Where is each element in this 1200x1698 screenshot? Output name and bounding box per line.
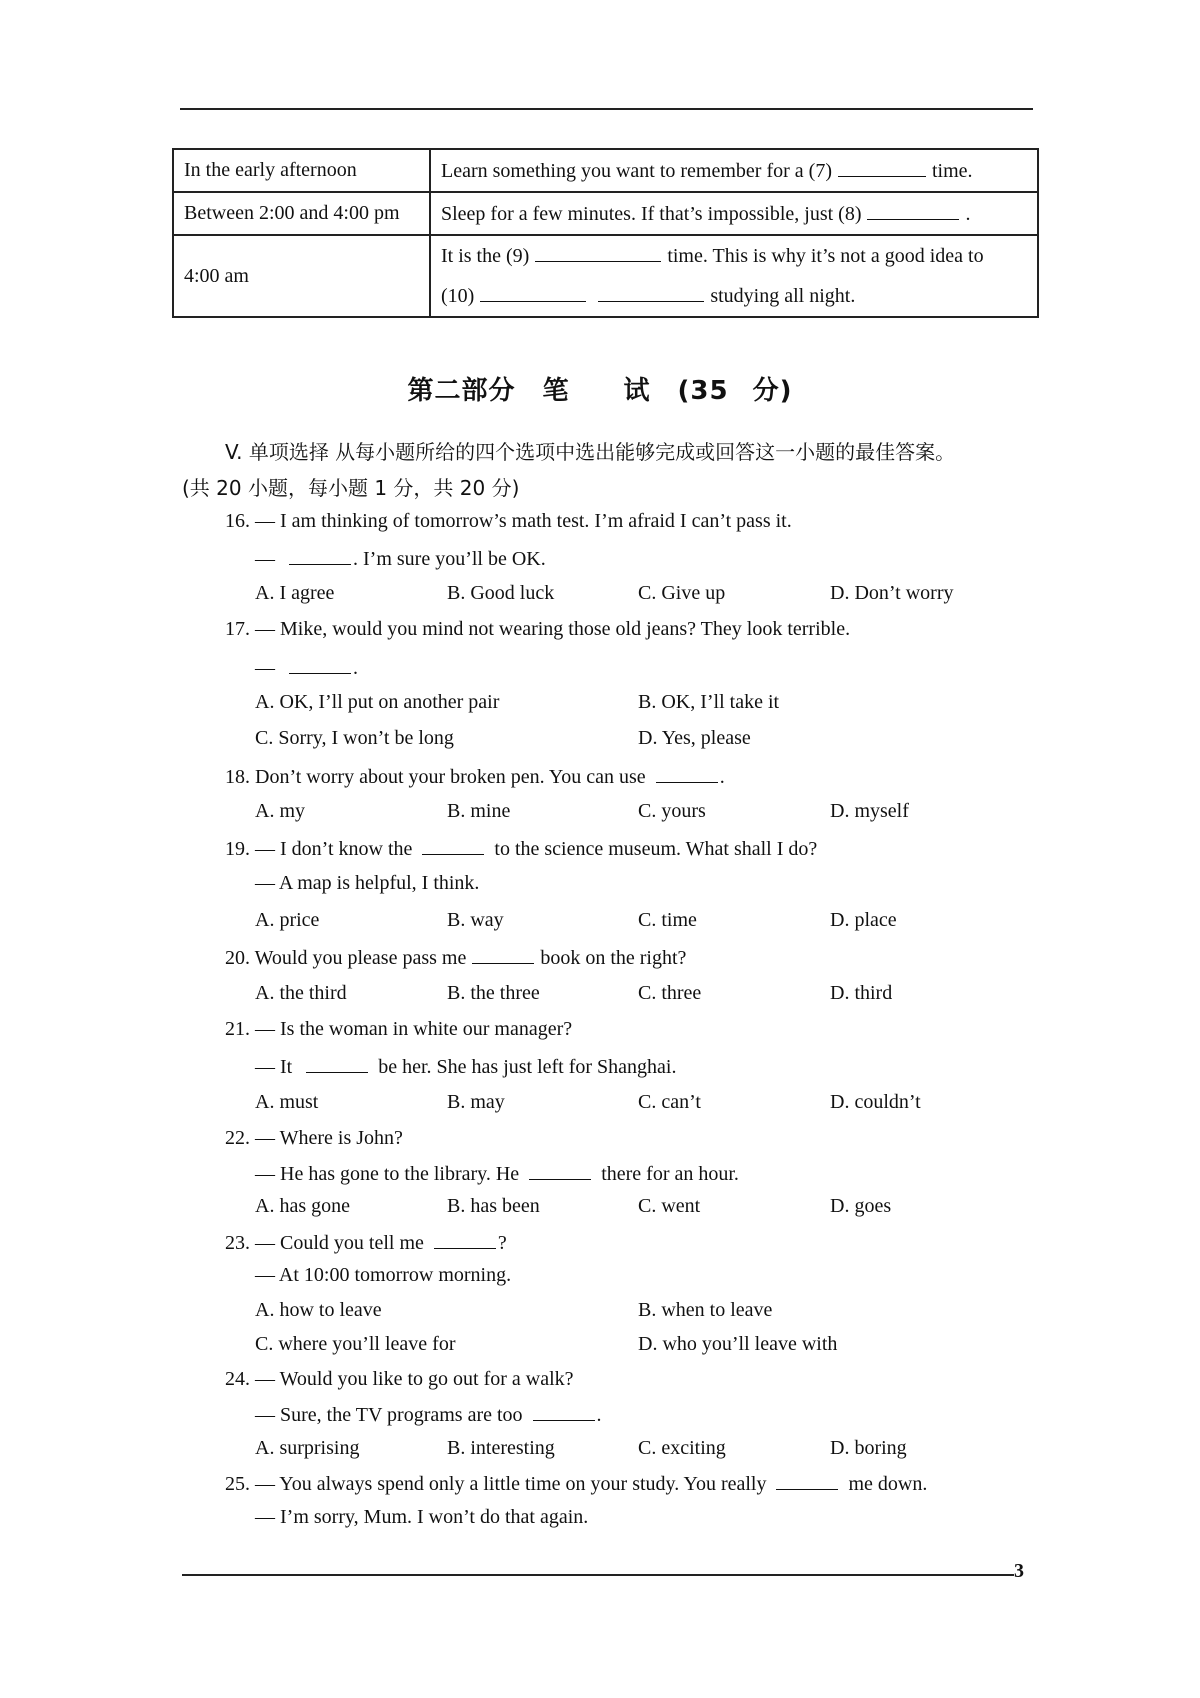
question-21-stem: 21. — Is the woman in white our manager? — [225, 1018, 573, 1040]
answer-blank-9[interactable] — [535, 243, 661, 262]
option-a[interactable]: A. the third — [255, 982, 347, 1004]
option-a[interactable]: A. has gone — [255, 1195, 350, 1217]
option-a[interactable]: A. OK, I’ll put on another pair — [255, 691, 500, 713]
table-row — [173, 149, 1038, 192]
question-23-reply: — At 10:00 tomorrow morning. — [255, 1264, 512, 1286]
page-number: 3 — [1014, 1560, 1024, 1582]
question-16-reply: — . I’m sure you’ll be OK. — [255, 548, 546, 570]
option-b[interactable]: B. Good luck — [447, 582, 555, 604]
option-d[interactable]: D. Yes, please — [638, 727, 751, 749]
answer-blank[interactable] — [289, 655, 351, 674]
option-d[interactable]: D. couldn’t — [830, 1091, 921, 1113]
section-instruction-score: (共 20 小题，每小题 1 分，共 20 分) — [182, 476, 520, 500]
answer-blank-7[interactable] — [838, 158, 926, 177]
option-d[interactable]: D. place — [830, 909, 897, 931]
option-d[interactable]: D. boring — [830, 1437, 907, 1459]
question-25-reply: — I’m sorry, Mum. I won’t do that again. — [255, 1506, 589, 1528]
option-a[interactable]: A. my — [255, 800, 305, 822]
option-d[interactable]: D. third — [830, 982, 893, 1004]
option-b[interactable]: B. has been — [447, 1195, 540, 1217]
time-cell: In the early afternoon — [173, 149, 430, 192]
option-b[interactable]: B. interesting — [447, 1437, 555, 1459]
answer-blank[interactable] — [533, 1402, 595, 1421]
option-c[interactable]: C. exciting — [638, 1437, 726, 1459]
option-c[interactable]: C. three — [638, 982, 702, 1004]
table-row — [173, 192, 1038, 235]
advice-cell: Sleep for a few minutes. If that’s impossible, just (8) . — [430, 192, 1038, 235]
option-b[interactable]: B. when to leave — [638, 1299, 773, 1321]
question-17-reply: — . — [255, 657, 358, 679]
answer-blank-10a[interactable] — [480, 283, 586, 302]
question-19-stem: 19. — I don’t know the to the science museum. What shall I do? — [225, 838, 818, 860]
option-c[interactable]: C. time — [638, 909, 697, 931]
question-22-reply: — He has gone to the library. He there for an hour. — [255, 1163, 739, 1185]
header-rule — [180, 108, 1033, 110]
option-d[interactable]: D. who you’ll leave with — [638, 1333, 838, 1355]
question-16-stem: 16. — I am thinking of tomorrow’s math test. I’m afraid I can’t pass it. — [225, 510, 792, 532]
option-c[interactable]: C. Sorry, I won’t be long — [255, 727, 454, 749]
question-20-stem: 20. Would you please pass me book on the right? — [225, 947, 687, 969]
schedule-table — [172, 148, 1039, 318]
question-17-stem: 17. — Mike, would you mind not wearing those old jeans? They look terrible. — [225, 618, 851, 640]
answer-blank[interactable] — [472, 945, 534, 964]
option-c[interactable]: C. where you’ll leave for — [255, 1333, 456, 1355]
question-25-stem: 25. — You always spend only a little time on your study. You really me down. — [225, 1473, 928, 1495]
answer-blank[interactable] — [656, 764, 718, 783]
question-23-stem: 23. — Could you tell me ? — [225, 1232, 507, 1254]
option-a[interactable]: A. price — [255, 909, 320, 931]
option-c[interactable]: C. Give up — [638, 582, 726, 604]
question-24-stem: 24. — Would you like to go out for a walk? — [225, 1368, 574, 1390]
option-a[interactable]: A. surprising — [255, 1437, 360, 1459]
option-c[interactable]: C. went — [638, 1195, 701, 1217]
option-a[interactable]: A. must — [255, 1091, 319, 1113]
answer-blank[interactable] — [306, 1054, 368, 1073]
part-title: 第二部分 笔 试 (35 分) — [407, 376, 793, 406]
question-19-reply: — A map is helpful, I think. — [255, 872, 480, 894]
option-b[interactable]: B. OK, I’ll take it — [638, 691, 780, 713]
option-b[interactable]: B. way — [447, 909, 504, 931]
answer-blank[interactable] — [776, 1471, 838, 1490]
option-d[interactable]: D. Don’t worry — [830, 582, 954, 604]
question-21-reply: — It be her. She has just left for Shanghai. — [255, 1056, 677, 1078]
advice-cell: It is the (9) time. This is why it’s not a good idea to (10) studying all night. — [430, 235, 1038, 317]
option-c[interactable]: C. can’t — [638, 1091, 701, 1113]
time-cell: 4:00 am — [173, 235, 430, 317]
advice-cell: Learn something you want to remember for a (7) time. — [430, 149, 1038, 192]
table-row — [173, 235, 1038, 317]
option-b[interactable]: B. mine — [447, 800, 511, 822]
answer-blank[interactable] — [434, 1230, 496, 1249]
question-22-stem: 22. — Where is John? — [225, 1127, 403, 1149]
option-b[interactable]: B. the three — [447, 982, 540, 1004]
question-24-reply: — Sure, the TV programs are too . — [255, 1404, 602, 1426]
option-a[interactable]: A. I agree — [255, 582, 335, 604]
option-c[interactable]: C. yours — [638, 800, 706, 822]
section-instruction: V. 单项选择 从每小题所给的四个选项中选出能够完成或回答这一小题的最佳答案。 — [225, 440, 956, 464]
time-cell: Between 2:00 and 4:00 pm — [173, 192, 430, 235]
answer-blank[interactable] — [422, 836, 484, 855]
footer-rule — [182, 1574, 1014, 1576]
answer-blank-8[interactable] — [867, 201, 959, 220]
question-18-stem: 18. Don’t worry about your broken pen. You can use . — [225, 766, 725, 788]
answer-blank[interactable] — [289, 546, 351, 565]
option-d[interactable]: D. myself — [830, 800, 909, 822]
answer-blank[interactable] — [529, 1161, 591, 1180]
option-b[interactable]: B. may — [447, 1091, 505, 1113]
option-d[interactable]: D. goes — [830, 1195, 892, 1217]
option-a[interactable]: A. how to leave — [255, 1299, 382, 1321]
answer-blank-10b[interactable] — [598, 283, 704, 302]
